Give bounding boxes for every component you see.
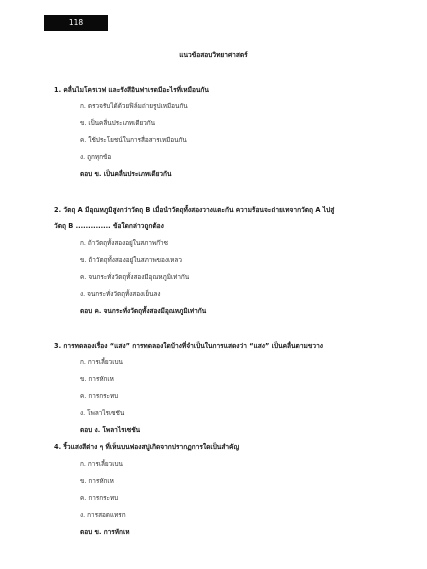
question-1-option-a: ก. ตรวจรับได้ด้วยฟิล์มถ่ายรูปเหมือนกัน <box>80 102 188 110</box>
page-number: 118 <box>44 15 108 31</box>
question-3-answer: ตอบ ง. โพลาไรเซชัน <box>80 426 141 434</box>
question-4-answer: ตอบ ข. การหักเห <box>80 528 130 536</box>
question-2-line-2: วัตถุ B .............. ข้อใดกล่าวถูกต้อง <box>54 222 164 230</box>
question-2-option-c: ค. จนกระทั่งวัตถุทั้งสองมีอุณหภูมิเท่ากัน <box>80 273 190 281</box>
question-2-option-a: ก. ถ้าวัตถุทั้งสองอยู่ในสภาพก๊าซ <box>80 239 168 247</box>
question-2-answer: ตอบ ค. จนกระทั่งวัตถุทั้งสองมีอุณหภูมิเท่ากัน <box>80 307 207 315</box>
question-2-line-1: 2. วัตถุ A มีอุณหภูมิสูงกว่าวัตถุ B เมื่อนำวัตถุทั้งสองวางแตะกัน ความร้อนจะถ่ายเทจากวัตถุ A ไปสู่ <box>54 206 335 214</box>
question-1: 1. คลื่นไมโครเวฟ และรังสีอินฟาเรดมีอะไรที่เหมือนกัน <box>54 86 209 94</box>
question-4-option-d: ง. การสอดแทรก <box>80 511 126 519</box>
question-1-option-c: ค. ใช้ประโยชน์ในการสื่อสารเหมือนกัน <box>80 136 187 144</box>
question-3-option-b: ข. การหักเห <box>80 375 114 383</box>
page-title: แนวข้อสอบวิทยาศาสตร์ <box>179 51 248 59</box>
question-2-option-d: ง. จนกระทั่งวัตถุทั้งสองเย็นลง <box>80 290 161 298</box>
question-4-option-b: ข. การหักเห <box>80 477 114 485</box>
question-4: 4. ริ้วแสงสีต่าง ๆ ที่เห็นบนฟองสบู่เกิดจากปรากฏการใดเป็นสำคัญ <box>54 443 240 451</box>
question-2-option-b: ข. ถ้าวัตถุทั้งสองอยู่ในสภาพของเหลว <box>80 256 182 264</box>
question-1-answer: ตอบ ข. เป็นคลื่นประเภทเดียวกัน <box>80 170 172 178</box>
question-1-option-d: ง. ถูกทุกข้อ <box>80 153 112 161</box>
question-3-option-a: ก. การเลี้ยวเบน <box>80 358 123 366</box>
question-3-option-d: ง. โพลาไรเซชัน <box>80 409 125 417</box>
question-1-option-b: ข. เป็นคลื่นประเภทเดียวกัน <box>80 119 156 127</box>
question-3-option-c: ค. การกระทบ <box>80 392 119 400</box>
question-4-option-c: ค. การกระทบ <box>80 494 119 502</box>
question-3: 3. การทดลองเรื่อง “แสง” การทดลองใดบ้างที่จำเป็นในการแสดงว่า “แสง” เป็นคลื่นตามขวาง <box>54 342 324 350</box>
question-4-option-a: ก. การเลี้ยวเบน <box>80 460 123 468</box>
